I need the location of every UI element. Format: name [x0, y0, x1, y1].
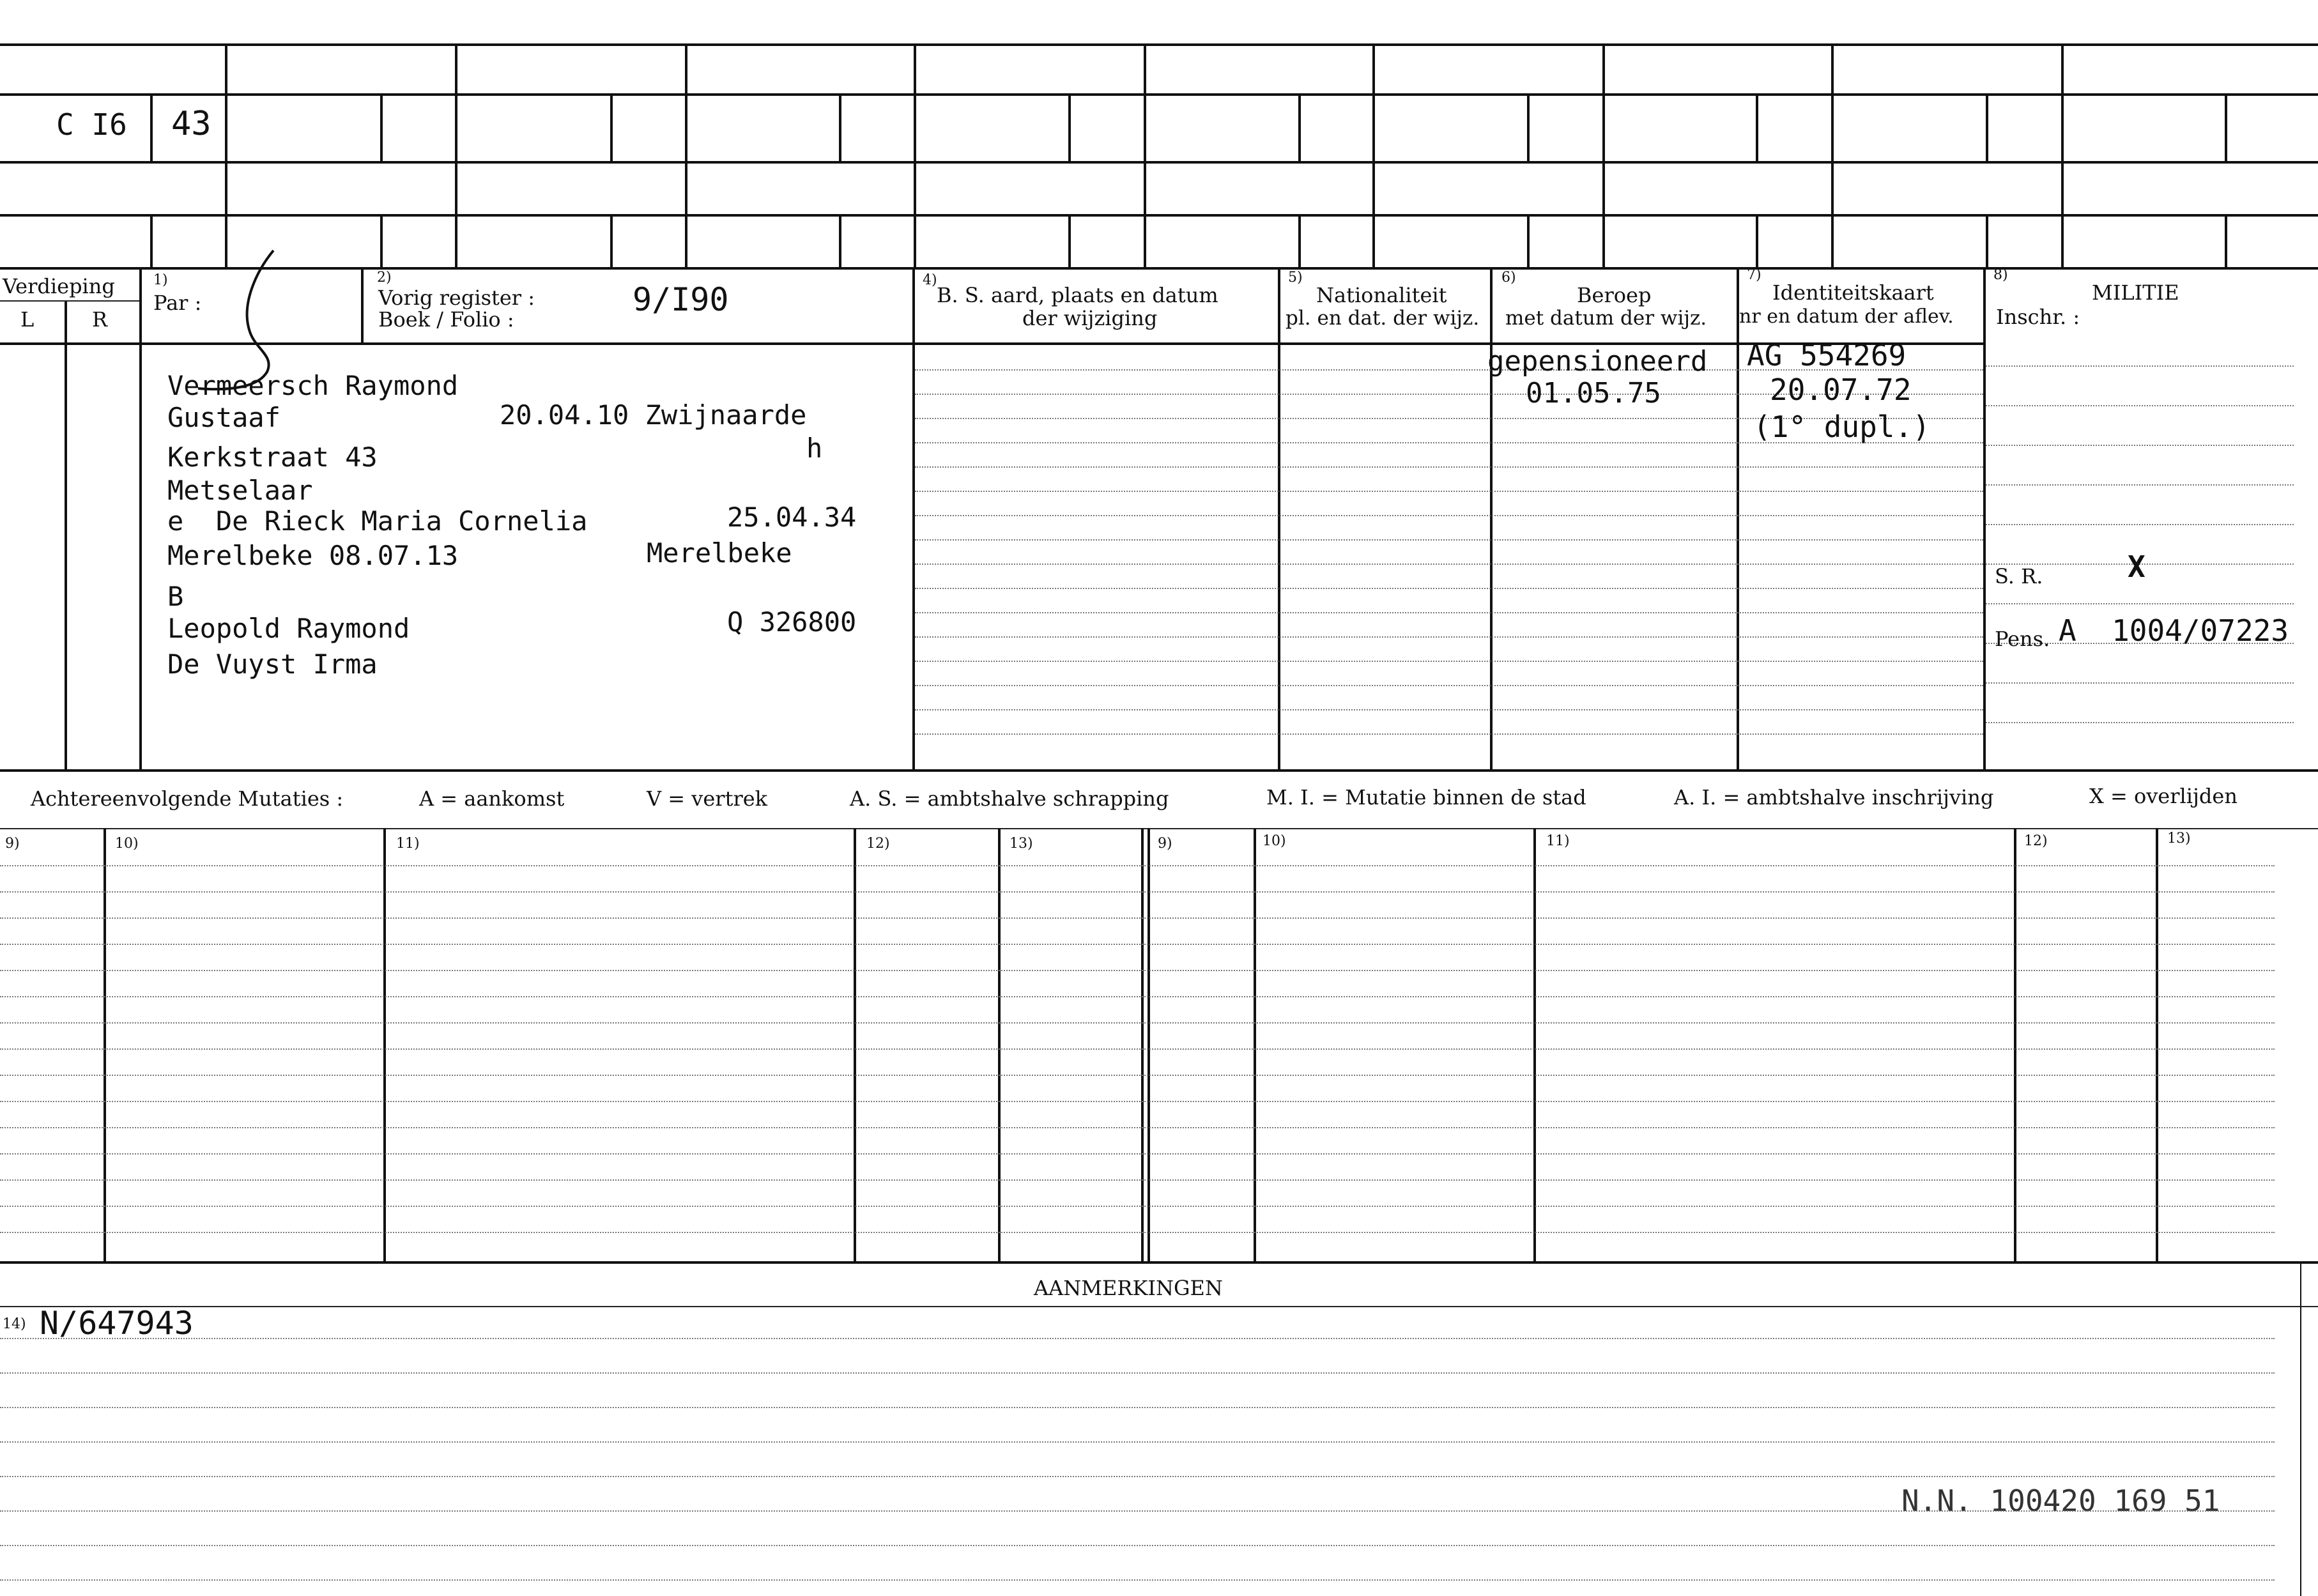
top-grid-subdivider	[1298, 214, 1301, 267]
right-edge-line	[2300, 1261, 2301, 1596]
legend-schrapping: A. S. = ambtshalve schrapping	[850, 786, 1169, 811]
ruled-line	[0, 1022, 2275, 1024]
mut-col-divider	[2156, 828, 2158, 1261]
ruled-line	[1986, 365, 2294, 367]
ruled-line	[0, 996, 2275, 997]
top-grid-subdivider	[1986, 93, 1988, 161]
beroep-value: gepensioneerd	[1487, 345, 1708, 378]
top-grid-subdivider	[1298, 93, 1301, 161]
top-grid-divider	[1602, 43, 1605, 267]
top-grid-border-top	[0, 43, 2318, 46]
ruled-line	[0, 1232, 2275, 1233]
aanmerkingen-number: 14)	[3, 1316, 26, 1332]
id-note: (1° dupl.)	[1753, 410, 1930, 444]
ruled-line	[0, 1101, 2275, 1102]
ruled-line	[915, 564, 1983, 565]
mut-col-divider	[1147, 828, 1150, 1261]
col8-number: 8)	[1993, 267, 2008, 283]
ruled-line	[1986, 405, 2294, 406]
mut-col-label: 13)	[1009, 836, 1033, 852]
top-grid-subdivider	[839, 93, 841, 161]
col5-number: 5)	[1288, 270, 1303, 286]
nn-number: N.N. 100420 169 51	[1901, 1484, 2220, 1518]
mutaties-title: Achtereenvolgende Mutaties :	[31, 786, 344, 811]
col-divider	[1983, 267, 1986, 769]
legend-aankomst: A = aankomst	[419, 786, 565, 811]
parent-name: Leopold Raymond	[167, 613, 410, 644]
identiteitskaart-line1: Identiteitskaart	[1772, 280, 1934, 305]
legend-inschrijving: A. I. = ambtshalve inschrijving	[1674, 785, 1994, 810]
top-grid-divider	[1372, 43, 1375, 267]
aanmerkingen-line	[0, 1306, 2318, 1307]
beroep-date: 01.05.75	[1526, 377, 1661, 410]
main-border-top	[0, 267, 2318, 270]
ruled-line	[0, 1372, 2275, 1374]
beroep-line2: met datum der wijz.	[1505, 307, 1707, 330]
top-grid-line	[0, 93, 2318, 96]
verdieping-line	[0, 300, 139, 302]
ruled-line	[0, 1441, 2275, 1443]
mut-col-divider	[383, 828, 386, 1261]
ruled-line	[1986, 722, 2294, 723]
mut-col-divider	[1533, 828, 1536, 1261]
mut-col-label: 12)	[866, 836, 890, 852]
top-grid-subdivider	[1527, 93, 1530, 161]
ruled-line	[915, 539, 1983, 541]
legend-overlijden: X = overlijden	[2089, 784, 2237, 808]
person-firstname: Gustaaf	[167, 402, 281, 433]
ruled-line	[0, 1407, 2275, 1408]
top-grid-subdivider	[1068, 93, 1071, 161]
top-grid-subdivider	[150, 93, 153, 161]
vorig-register-label: Vorig register :	[378, 286, 535, 310]
top-grid-subdivider	[2225, 214, 2227, 267]
mutaties-top	[0, 828, 2318, 829]
legend-mutatie: M. I. = Mutatie binnen de stad	[1266, 785, 1586, 810]
sr-value: X	[2128, 549, 2145, 584]
top-grid-subdivider	[380, 214, 383, 267]
spouse-name: e De Rieck Maria Cornelia	[167, 505, 588, 537]
ruled-line	[1986, 524, 2294, 525]
top-grid-subdivider	[1068, 214, 1071, 267]
person-h: h	[806, 433, 823, 464]
top-grid-divider	[2061, 43, 2064, 267]
ruled-line	[1986, 682, 2294, 684]
top-grid-subdivider	[150, 214, 153, 267]
col-divider	[65, 300, 67, 769]
mut-col-label: 11)	[1546, 833, 1570, 849]
top-grid-subdivider	[1756, 93, 1758, 161]
ruled-line	[1986, 603, 2294, 604]
mut-col-label: 11)	[396, 836, 420, 852]
inschr-label: Inschr. :	[1996, 305, 2080, 329]
spouse-date: 25.04.34	[727, 502, 857, 533]
code-label: C I6	[56, 107, 127, 142]
mut-col-label: 9)	[5, 836, 20, 852]
top-grid-subdivider	[839, 214, 841, 267]
ruled-line	[1986, 445, 2294, 446]
mut-col-divider	[1141, 828, 1144, 1261]
pens-value: A 1004/07223	[2059, 613, 2289, 648]
ruled-line	[915, 733, 1983, 735]
person-name: Vermeersch Raymond	[167, 370, 459, 401]
aanmerkingen-value: N/647943	[40, 1305, 194, 1342]
top-grid-divider	[685, 43, 687, 267]
top-grid-subdivider	[2225, 93, 2227, 161]
house-number: 43	[171, 105, 211, 143]
pens-label: Pens.	[1995, 627, 2050, 651]
mutaties-bottom	[0, 1261, 2318, 1264]
mut-col-divider	[998, 828, 1001, 1261]
ruled-line	[915, 661, 1983, 662]
ruled-line	[915, 466, 1983, 468]
ruled-line	[0, 1510, 2275, 1512]
mut-col-divider	[1254, 828, 1256, 1261]
ruled-line	[0, 917, 2275, 919]
beroep-line1: Beroep	[1577, 283, 1652, 307]
top-grid-divider	[914, 43, 916, 267]
ruled-line	[0, 1179, 2275, 1181]
boek-folio-label: Boek / Folio :	[378, 307, 514, 332]
top-grid-divider	[1831, 43, 1834, 267]
ruled-line	[1986, 484, 2294, 486]
ruled-line	[0, 1075, 2275, 1076]
mut-col-divider	[854, 828, 856, 1261]
ruled-line	[0, 1153, 2275, 1155]
ruled-line	[915, 491, 1983, 492]
ruled-line	[0, 1206, 2275, 1207]
ruled-line	[0, 865, 2275, 866]
top-grid-divider	[225, 43, 227, 267]
parent-number: Q 326800	[727, 606, 857, 638]
col7-number: 7)	[1747, 267, 1762, 283]
col6-number: 6)	[1501, 270, 1516, 286]
top-grid-subdivider	[1527, 214, 1530, 267]
nationaliteit-line1: Nationaliteit	[1316, 283, 1447, 307]
ruled-line	[915, 588, 1983, 589]
top-grid-line	[0, 161, 2318, 164]
col4-number: 4)	[923, 272, 937, 288]
col2-number: 2)	[377, 270, 392, 286]
ruled-line	[0, 1579, 2275, 1581]
id-number: AG 554269	[1747, 338, 1907, 372]
mut-col-label: 13)	[2167, 831, 2191, 847]
ruled-line	[0, 1545, 2275, 1546]
ruled-line	[0, 1338, 2275, 1339]
militie-label: MILITIE	[2092, 280, 2179, 305]
col1-number: 1)	[153, 272, 168, 288]
ruled-line	[0, 1127, 2275, 1128]
sr-label: S. R.	[1995, 564, 2043, 588]
aanmerkingen-title: AANMERKINGEN	[1034, 1276, 1223, 1300]
ruled-line	[915, 709, 1983, 710]
ruled-line	[0, 1048, 2275, 1050]
ruled-line	[0, 944, 2275, 945]
top-grid-subdivider	[1756, 214, 1758, 267]
person-occupation: Metselaar	[167, 475, 313, 506]
ruled-line	[0, 1476, 2275, 1477]
nationaliteit-line2: pl. en dat. der wijz.	[1286, 307, 1480, 330]
mut-col-label: 10)	[1263, 833, 1286, 849]
top-grid-subdivider	[610, 93, 613, 161]
ruled-line	[915, 636, 1983, 638]
person-address: Kerkstraat 43	[167, 441, 378, 473]
mut-col-label: 12)	[2024, 833, 2048, 849]
mut-col-divider	[2014, 828, 2016, 1261]
ruled-line	[915, 685, 1983, 686]
id-date: 20.07.72	[1770, 372, 1912, 407]
ruled-line	[915, 612, 1983, 613]
verdieping-label: Verdieping	[3, 274, 115, 298]
top-grid-line	[0, 214, 2318, 217]
mut-col-label: 10)	[115, 836, 139, 852]
legend-vertrek: V = vertrek	[647, 786, 768, 811]
par-label: Par :	[153, 291, 202, 315]
main-border-bottom	[0, 769, 2318, 772]
ruled-line	[0, 891, 2275, 893]
top-grid-subdivider	[380, 93, 383, 161]
top-grid-divider	[455, 43, 457, 267]
bs-header-line1: B. S. aard, plaats en datum	[937, 283, 1218, 307]
ruled-line	[915, 515, 1983, 516]
person-b: B	[167, 581, 184, 612]
ruled-line	[0, 970, 2275, 971]
marriage-place: Merelbeke	[647, 537, 792, 569]
l-label: L	[20, 307, 35, 332]
bs-header-line2: der wijziging	[1022, 306, 1158, 330]
top-grid-subdivider	[1986, 214, 1988, 267]
identiteitskaart-line2: nr en datum der aflev.	[1739, 305, 1954, 328]
person-birth: 20.04.10 Zwijnaarde	[500, 399, 807, 431]
parent-second: De Vuyst Irma	[167, 648, 378, 680]
r-label: R	[92, 307, 108, 332]
top-grid-divider	[1144, 43, 1146, 267]
marriage-info: Merelbeke 08.07.13	[167, 540, 459, 571]
col-divider	[361, 267, 364, 344]
mut-col-label: 9)	[1158, 836, 1172, 852]
top-grid-subdivider	[610, 214, 613, 267]
mut-col-divider	[104, 828, 106, 1261]
register-value: 9/I90	[633, 281, 729, 318]
